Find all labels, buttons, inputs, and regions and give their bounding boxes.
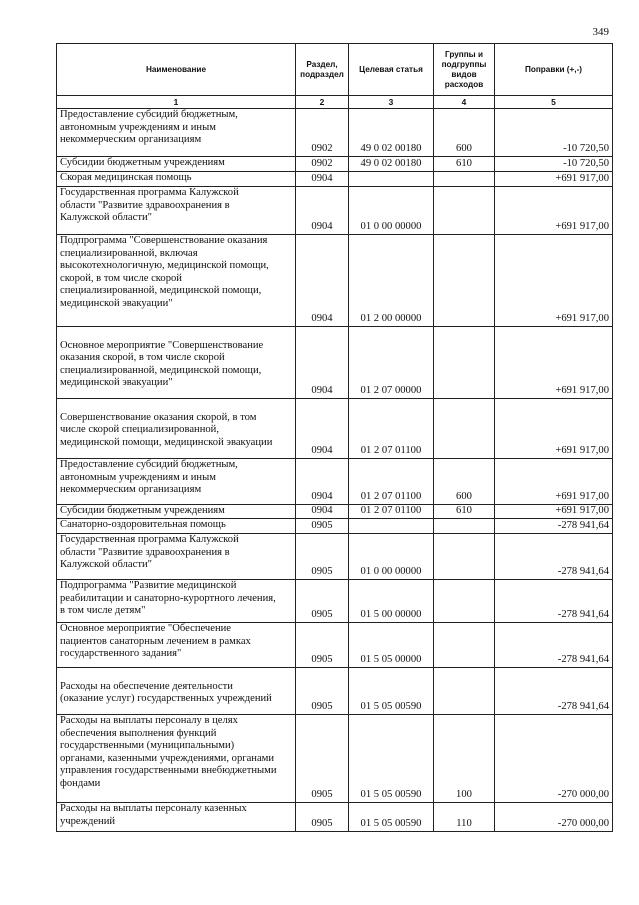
column-number: 4 [434, 96, 495, 109]
row-name: Расходы на обеспечение деятельности (оказание услуг) государственных учреждений [57, 668, 296, 715]
row-name: Государственная программа Калужской области "Развитие здравоохранения в Калужской области" [57, 534, 296, 580]
table-row [57, 534, 613, 580]
row-group [434, 623, 495, 668]
header-name: Наименование [57, 44, 296, 96]
table-row [57, 235, 613, 327]
row-amount: -278 941,64 [495, 580, 613, 623]
row-name: Предоставление субсидий бюджетным, автономным учреждениям и иным некоммерческим организациям [57, 459, 296, 505]
column-number-row [57, 96, 613, 109]
row-article: 01 2 07 01100 [349, 459, 434, 505]
row-group: 100 [434, 715, 495, 803]
row-section: 0904 [296, 187, 349, 235]
row-section: 0905 [296, 534, 349, 580]
row-section: 0905 [296, 519, 349, 534]
column-number: 1 [57, 96, 296, 109]
row-amount: +691 917,00 [495, 327, 613, 399]
row-group: 600 [434, 459, 495, 505]
row-group [434, 519, 495, 534]
row-group [434, 580, 495, 623]
row-article [349, 172, 434, 187]
row-group [434, 172, 495, 187]
row-name: Расходы на выплаты персоналу в целях обеспечения выполнения функций государственными (муниципальными) органами, казенными учреждениями, органами управления государственными внебюджетными фондами [57, 715, 296, 803]
row-name: Государственная программа Калужской области "Развитие здравоохранения в Калужской области" [57, 187, 296, 235]
row-group: 110 [434, 803, 495, 832]
row-name: Подпрограмма "Развитие медицинской реабилитации и санаторно-курортного лечения, в том числе детям" [57, 580, 296, 623]
header-amount: Поправки (+,-) [495, 44, 613, 96]
column-number: 5 [495, 96, 613, 109]
row-amount: -270 000,00 [495, 715, 613, 803]
row-name: Основное мероприятие "Обеспечение пациентов санаторным лечением в рамках государственного задания" [57, 623, 296, 668]
table-row [57, 580, 613, 623]
row-amount: +691 917,00 [495, 172, 613, 187]
row-amount: +691 917,00 [495, 235, 613, 327]
row-section: 0904 [296, 505, 349, 519]
row-amount: +691 917,00 [495, 187, 613, 235]
row-name: Скорая медицинская помощь [57, 172, 296, 187]
row-article: 01 2 07 01100 [349, 399, 434, 459]
row-article: 01 5 00 00000 [349, 580, 434, 623]
row-section: 0902 [296, 109, 349, 157]
row-section: 0904 [296, 399, 349, 459]
row-group: 610 [434, 157, 495, 172]
row-name: Санаторно-оздоровительная помощь [57, 519, 296, 534]
table-row [57, 505, 613, 519]
table-row [57, 519, 613, 534]
row-amount: -270 000,00 [495, 803, 613, 832]
row-name: Субсидии бюджетным учреждениям [57, 157, 296, 172]
header-group: Группы и подгруппы видов расходов [434, 44, 495, 96]
table-row [57, 187, 613, 235]
row-group [434, 668, 495, 715]
row-group [434, 534, 495, 580]
table-row [57, 459, 613, 505]
table-row [57, 668, 613, 715]
row-name: Расходы на выплаты персоналу казенных учреждений [57, 803, 296, 832]
header-row [57, 44, 613, 96]
row-article: 01 5 05 00590 [349, 803, 434, 832]
table-row [57, 803, 613, 832]
row-group [434, 327, 495, 399]
row-section: 0905 [296, 715, 349, 803]
table-row [57, 157, 613, 172]
row-article: 01 5 05 00590 [349, 715, 434, 803]
row-group [434, 187, 495, 235]
row-article: 01 2 07 01100 [349, 505, 434, 519]
row-article: 01 0 00 00000 [349, 187, 434, 235]
row-article: 01 0 00 00000 [349, 534, 434, 580]
row-article: 01 5 05 00590 [349, 668, 434, 715]
row-article [349, 519, 434, 534]
row-section: 0905 [296, 623, 349, 668]
row-section: 0904 [296, 327, 349, 399]
table-row [57, 109, 613, 157]
row-amount: +691 917,00 [495, 505, 613, 519]
row-amount: +691 917,00 [495, 459, 613, 505]
row-group [434, 399, 495, 459]
row-section: 0905 [296, 803, 349, 832]
row-section: 0902 [296, 157, 349, 172]
row-name: Субсидии бюджетным учреждениям [57, 505, 296, 519]
row-group: 610 [434, 505, 495, 519]
row-section: 0904 [296, 172, 349, 187]
table-row [57, 715, 613, 803]
table-body [57, 109, 613, 832]
row-name: Подпрограмма "Совершенствование оказания специализированной, включая высокотехнологичную, медицинской помощи, скорой, в том числе скорой специализированной, медицинской помощи, медицинской эвакуации" [57, 235, 296, 327]
row-article: 49 0 02 00180 [349, 157, 434, 172]
table-row [57, 399, 613, 459]
row-group: 600 [434, 109, 495, 157]
table-row [57, 327, 613, 399]
row-amount: -278 941,64 [495, 668, 613, 715]
row-article: 49 0 02 00180 [349, 109, 434, 157]
row-group [434, 235, 495, 327]
table-row [57, 172, 613, 187]
row-amount: -278 941,64 [495, 519, 613, 534]
row-section: 0904 [296, 235, 349, 327]
row-article: 01 5 05 00000 [349, 623, 434, 668]
row-amount: -10 720,50 [495, 157, 613, 172]
column-number: 2 [296, 96, 349, 109]
header-article: Целевая статья [349, 44, 434, 96]
row-name: Основное мероприятие "Совершенствование оказания скорой, в том числе скорой специализированной, медицинской помощи, медицинской эвакуации" [57, 327, 296, 399]
column-number: 3 [349, 96, 434, 109]
row-amount: -278 941,64 [495, 623, 613, 668]
row-name: Совершенствование оказания скорой, в том числе скорой специализированной, медицинской помощи, медицинской эвакуации [57, 399, 296, 459]
row-section: 0905 [296, 580, 349, 623]
header-section: Раздел, подраздел [296, 44, 349, 96]
row-article: 01 2 07 00000 [349, 327, 434, 399]
page-number: 349 [592, 26, 609, 38]
row-section: 0904 [296, 459, 349, 505]
row-amount: -10 720,50 [495, 109, 613, 157]
row-name: Предоставление субсидий бюджетным, автономным учреждениям и иным некоммерческим организациям [57, 109, 296, 157]
table-row [57, 623, 613, 668]
row-amount: -278 941,64 [495, 534, 613, 580]
row-article: 01 2 00 00000 [349, 235, 434, 327]
budget-table [56, 43, 613, 832]
row-amount: +691 917,00 [495, 399, 613, 459]
row-section: 0905 [296, 668, 349, 715]
